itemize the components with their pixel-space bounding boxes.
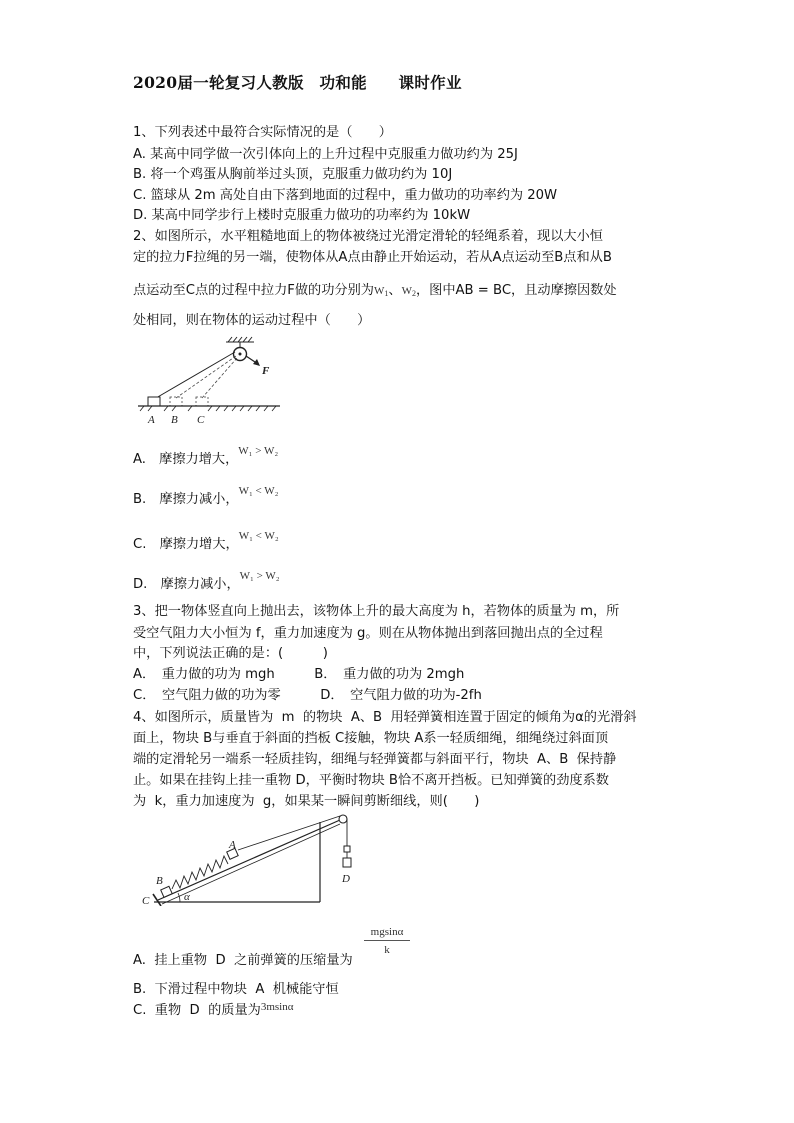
incline-surface	[158, 820, 340, 900]
q1-stem: 1、下列表述中最符合实际情况的是（ ）	[133, 125, 392, 140]
q4-option-c: C. 重物 D 的质量为$^{3msin\alpha}$	[133, 1001, 294, 1018]
incline-figure	[140, 810, 360, 906]
label-a: A	[229, 839, 236, 851]
block	[148, 397, 160, 406]
page-title: 2020届一轮复习人教版 功和能 课时作业	[133, 73, 462, 92]
label-c: C	[197, 414, 205, 426]
q2-option-c: C. 摩擦力增大，$^{W_1 < W_2}$	[133, 530, 279, 552]
baffle	[153, 894, 161, 906]
label-b: B	[156, 875, 163, 887]
rope	[238, 816, 340, 850]
q4-line-1: 4、如图所示，质量皆为 m 的物块 A、B 用轻弹簧相连置于固定的倾角为α的光滑斜	[133, 710, 637, 725]
q3-line-1: 3、把一物体竖直向上抛出去，该物体上升的最大高度为 h，若物体的质量为 m，所	[133, 604, 620, 619]
q4-line-2: 面上，物块 B与垂直于斜面的挡板 C接触，物块 A系一轻质细绳，细绳绕过斜面顶	[133, 731, 609, 746]
q4-line-5: 为 k，重力加速度为 g，如果某一瞬间剪断细线，则( )	[133, 794, 480, 809]
q1-option-b: B. 将一个鸡蛋从胸前举过头顶，克服重力做功约为 10J	[133, 167, 453, 182]
ceiling-support	[226, 337, 254, 348]
q2-option-a: A. 摩擦力增大，$^{W_1 > W_2}$	[133, 445, 279, 467]
q1-option-d: D. 某高中同学步行上楼时克服重力做功的功率约为 10kW	[133, 208, 471, 223]
q4-line-4: 止。如果在挂钩上挂一重物 D，平衡时物块 B恰不离开挡板。已知弹簧的劲度系数	[133, 773, 609, 788]
label-b: B	[171, 414, 178, 426]
q2-option-d: D. 摩擦力减小，$^{W_1 > W_2}$	[133, 570, 280, 592]
pulley-figure	[136, 336, 286, 428]
fraction-numerator: mgsinα	[364, 926, 410, 941]
q3-line-2: 受空气阻力大小恒为 f，重力加速度为 g。则在从物体抛出到落回抛出点的全过程	[133, 626, 603, 641]
q2-line-3	[133, 282, 617, 303]
q2-line-1: 2、如图所示，水平粗糙地面上的物体被绕过光滑定滑轮的轻绳系着，现以大小恒	[133, 229, 603, 244]
w2-symbol: $W_2$	[401, 285, 416, 298]
q2-line-4: 处相同，则在物体的运动过程中（ ）	[133, 313, 371, 328]
q3-line-3: 中，下列说法正确的是：( )	[133, 646, 328, 661]
hook-block	[344, 846, 350, 852]
fraction-denominator: k	[384, 944, 390, 956]
separator: 、	[388, 283, 402, 298]
q2-line-3a: 点运动至C点的过程中拉力F做的功分别为	[133, 283, 374, 298]
force-arrow	[253, 359, 260, 366]
fraction	[364, 926, 410, 956]
q4-line-3: 端的定滑轮另一端系一轻质挂钩，细绳与轻弹簧都与斜面平行，物块 A、B 保持静	[133, 752, 617, 767]
q4-option-a: A. 挂上重物 D 之前弹簧的压缩量为	[133, 953, 353, 968]
label-f: F	[262, 365, 270, 377]
label-d: D	[342, 873, 350, 885]
label-c: C	[142, 895, 150, 906]
q1-option-a: A. 某高中同学做一次引体向上的上升过程中克服重力做功约为 25J	[133, 147, 518, 162]
label-alpha: α	[184, 891, 190, 903]
weight-d	[343, 858, 351, 867]
block-b	[161, 886, 172, 897]
label-a: A	[148, 414, 155, 426]
pulley	[339, 815, 347, 823]
w1-symbol: $W_1$	[373, 285, 389, 298]
q2-option-b: B. 摩擦力减小，$^{W_1 < W_2}$	[133, 485, 279, 507]
rope	[156, 352, 235, 398]
q1-option-c: C. 篮球从 2m 高处自由下落到地面的过程中，重力做功的功率约为 20W	[133, 188, 558, 203]
q2-line-2: 定的拉力F拉绳的另一端，使物体从A点由静止开始运动，若从A点运动至B点和从B	[133, 250, 612, 265]
q3-options-cd: C． 空气阻力做的功为零 D． 空气阻力做的功为-2fh	[133, 688, 482, 703]
q4-option-b: B. 下滑过程中物块 A 机械能守恒	[133, 982, 339, 997]
q2-line-3b: ，图中AB = BC，且动摩擦因数处	[415, 283, 617, 298]
q3-options-ab: A． 重力做的功为 mgh B． 重力做的功为 2mgh	[133, 667, 465, 682]
